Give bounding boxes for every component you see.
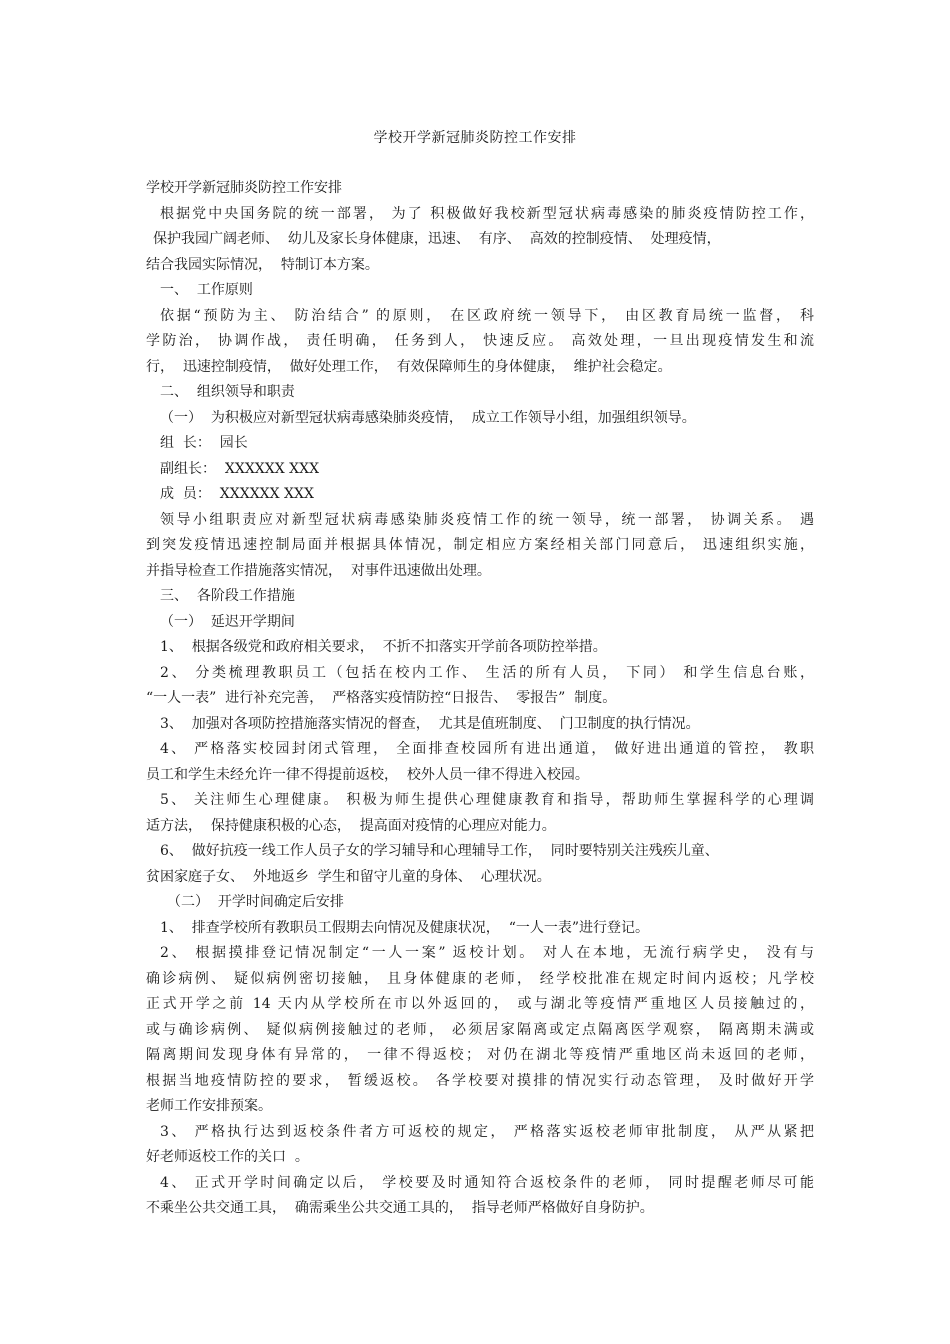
text-line: 好老师返校工作的关口 。	[146, 1149, 309, 1165]
text-line: 2、 根据摸排登记情况制定“一人一案” 返校计划。 对人在本地，无流行病学史， 没有与	[160, 945, 814, 961]
text-line: 老师工作安排预案。	[146, 1098, 272, 1114]
text-line: 三、 各阶段工作措施	[160, 588, 295, 604]
document-title: 学校开学新冠肺炎防控工作安排	[373, 130, 577, 146]
text-line: 1、 根据各级党和政府相关要求， 不折不扣落实开学前各项防控举措。	[160, 639, 607, 655]
text-line: 员工和学生未经允许一律不得提前返校， 校外人员一律不得进入校园。	[146, 766, 589, 783]
text-line: 适方法， 保持健康积极的心态， 提高面对疫情的心理应对能力。	[146, 817, 556, 834]
text-line: 6、 做好抗疫一线工作人员子女的学习辅导和心理辅导工作， 同时要特别关注残疾儿童、	[160, 843, 719, 859]
text-line: 4、 正式开学时间确定以后， 学校要及时通知符合返校条件的老师， 同时提醒老师尽可能	[160, 1174, 814, 1191]
text-line: 二、 组织领导和职责	[160, 384, 295, 400]
text-line: 成 员： XXXXXX XXX	[160, 486, 314, 502]
text-line: 行， 迅速控制疫情， 做好处理工作， 有效保障师生的身体健康， 维护社会稳定。	[146, 358, 672, 375]
text-line: 到突发疫情迅速控制局面并根据具体情况，制定相应方案经相关部门同意后， 迅速组织实施，	[146, 537, 814, 553]
text-line: 4、 严格落实校园封闭式管理， 全面排查校园所有进出通道， 做好进出通道的管控， 教职	[160, 741, 814, 757]
text-line: 不乘坐公共交通工具， 确需乘坐公共交通工具的， 指导老师严格做好自身防护。	[146, 1200, 654, 1216]
text-line: 3、 严格执行达到返校条件者方可返校的规定， 严格落实返校老师审批制度， 从严从紧把	[160, 1123, 814, 1140]
text-line: （二） 开学时间确定后安排	[167, 894, 344, 910]
text-line: 3、 加强对各项防控措施落实情况的督查， 尤其是值班制度、 门卫制度的执行情况。	[160, 715, 700, 732]
text-line: 2、 分类梳理教职员工（包括在校内工作、 生活的所有人员， 下同） 和学生信息台账，	[160, 664, 814, 681]
text-line: 保护我园广阔老师、 幼儿及家长身体健康，迅速、 有序、 高效的控制疫情、 处理疫情，	[153, 231, 721, 247]
text-line: 或与确诊病例、 疑似病例接触过的老师， 必须居家隔离或定点隔离医学观察， 隔离期未满或	[146, 1021, 814, 1038]
text-line: 根据当地疫情防控的要求， 暂缓返校。 各学校要对摸排的情况实行动态管理， 及时做好开学	[146, 1072, 814, 1089]
text-line: 5、 关注师生心理健康。 积极为师生提供心理健康教育和指导，帮助师生掌握科学的心理调	[160, 792, 814, 808]
text-line: 依据“预防为主、 防治结合” 的原则， 在区政府统一领导下， 由区教育局统一监督， 科	[160, 307, 814, 324]
text-line: （一） 延迟开学期间	[160, 613, 295, 630]
text-line: 一、 工作原则	[160, 282, 253, 298]
text-line: （一） 为积极应对新型冠状病毒感染肺炎疫情， 成立工作领导小组，加强组织领导。	[160, 409, 696, 426]
text-line: 贫困家庭子女、 外地返乡 学生和留守儿童的身体、 心理状况。	[146, 868, 551, 885]
text-line: 并指导检查工作措施落实情况， 对事件迅速做出处理。	[146, 562, 491, 579]
document-body	[146, 176, 814, 1222]
text-line: 组 长： 园长	[160, 435, 248, 451]
text-line: 结合我园实际情况， 特制订本方案。	[146, 256, 379, 273]
text-line: 1、 排查学校所有教职员工假期去向情况及健康状况， “一人一表”进行登记。	[160, 919, 650, 936]
text-line: “一人一表” 进行补充完善， 严格落实疫情防控“日报告、 零报告” 制度。	[146, 690, 617, 706]
text-line: 隔离期间发现身体有异常的， 一律不得返校； 对仍在湖北等疫情严重地区尚未返回的老师，	[146, 1047, 814, 1063]
text-line: 确诊病例、 疑似病例密切接触， 且身体健康的老师， 经学校批准在规定时间内返校；凡学校	[146, 970, 814, 987]
text-line: 根据党中央国务院的统一部署， 为了 积极做好我校新型冠状病毒感染的肺炎疫情防控工作，	[160, 205, 814, 222]
text-line: 领导小组职责应对新型冠状病毒感染肺炎疫情工作的统一领导，统一部署， 协调关系。 遇	[160, 511, 814, 528]
text-line: 副组长： XXXXXX XXX	[160, 460, 320, 477]
text-line: 正式开学之前 14 天内从学校所在市以外返回的， 或与湖北等疫情严重地区人员接触过的，	[146, 996, 814, 1012]
text-line: 学防治， 协调作战， 责任明确， 任务到人， 快速反应。 高效处理，一旦出现疫情发生和流	[146, 333, 814, 349]
text-line: 学校开学新冠肺炎防控工作安排	[146, 180, 342, 196]
